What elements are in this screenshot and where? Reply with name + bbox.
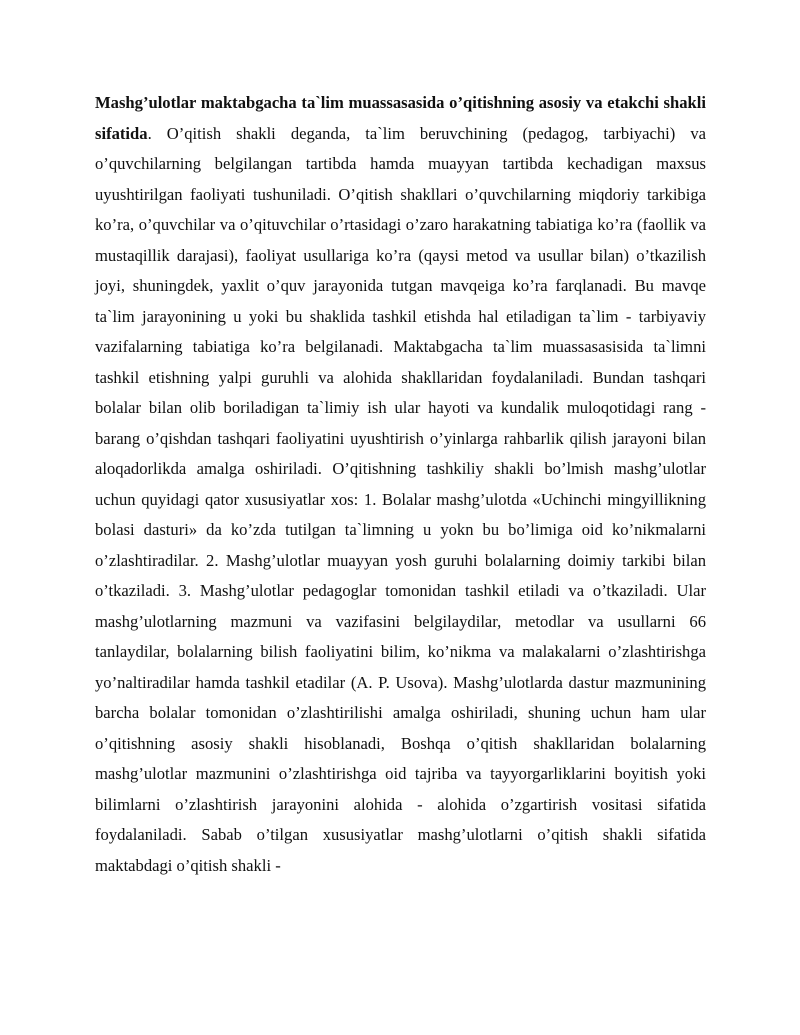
document-page xyxy=(95,88,706,881)
body-paragraph xyxy=(95,88,706,881)
paragraph-body-text: . O’qitish shakli deganda, ta`lim beruvchining (pedagog, tarbiyachi) va o’quvchilarning belgilangan tartibda hamda muayyan tartibda kechadigan maxsus uyushtirilgan faoliyati tushuniladi. O’qitish shakllari o’quvchilarning miqdoriy tarkibiga ko’ra, o’quvchilar va o’qituvchilar o’rtasidagi o’zaro harakatning tabiatiga ko’ra (faollik va mustaqillik darajasi), faoliyat usullariga ko’ra (qaysi metod va usullar bilan) o’tkazilish joyi, shuningdek, yaxlit o’quv jarayonida tutgan mavqeiga ko’ra farqlanadi. Bu mavqe ta`lim jarayonining u yoki bu shaklida tashkil etishda hal etiladigan ta`lim - tarbiyaviy vazifalarning tabiatiga ko’ra belgilanadi. Maktabgacha ta`lim muassasasisida ta`limni tashkil etishning yalpi guruhli va alohida shakllaridan foydalaniladi. Bundan tashqari bolalar bilan olib boriladigan ta`limiy ish ular hayoti va kundalik muloqotidagi rang - barang o’qishdan tashqari faoliyatini uyushtirish o’yinlarga rahbarlik qilish jarayoni bilan aloqadorlikda amalga oshiriladi. O’qitishning tashkiliy shakli bo’lmish mashg’ulotlar uchun quyidagi qator xususiyatlar xos: 1. Bolalar mashg’ulotda «Uchinchi mingyillikning bolasi dasturi» da ko’zda tutilgan ta`limning u yokn bu bo’limiga oid ko’nikmalarni o’zlashtiradilar. 2. Mashg’ulotlar muayyan yosh guruhi bolalarning doimiy tarkibi bilan o’tkaziladi. 3. Mashg’ulotlar pedagoglar tomonidan tashkil etiladi va o’tkaziladi. Ular mashg’ulotlarning mazmuni va vazifasini belgilaydilar, metodlar va usullarni 66 tanlaydilar, bolalarning bilish faoliyatini bilim, ko’nikma va malakalarni o’zlashtirishga yo’naltiradilar hamda tashkil etadilar (A. P. Usova). Mashg’ulotlarda dastur mazmunining barcha bolalar tomonidan o’zlashtirilishi amalga oshiriladi, shuning uchun ham ular o’qitishning asosiy shakli hisoblanadi, Boshqa o’qitish shakllaridan bolalarning mashg’ulotlar mazmunini o’zlashtirishga oid tajriba va tayyorgarliklarini boyitish yoki bilimlarni o’zlashtirish jarayonini alohida - alohida o’zgartirish vositasi sifatida foydalaniladi. Sabab o’tilgan xususiyatlar mashg’ulotlarni o’qitish shakli sifatida maktabdagi o’qitish shakli - xyxy=(95,123,706,875)
paragraph-lead-heading: Mashg’ulotlar maktabgacha ta`lim muassasasida o’qitishning asosiy va etakchi shakli sifatida xyxy=(95,93,706,143)
